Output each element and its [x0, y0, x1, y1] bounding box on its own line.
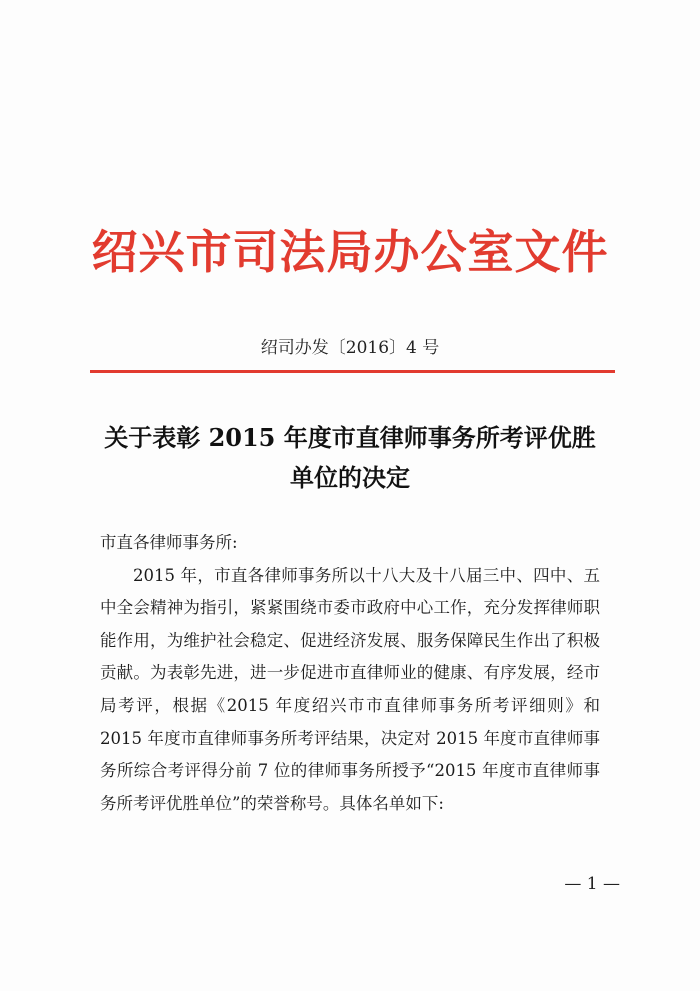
title-line-2: 单位的决定: [290, 463, 410, 492]
red-divider-line: [90, 370, 615, 373]
page-number: — 1 —: [564, 874, 620, 894]
document-body: [100, 527, 600, 820]
document-title: [70, 418, 630, 498]
title-line-1: 关于表彰 2015 年度市直律师事务所考评优胜: [104, 423, 596, 452]
body-paragraph: 2015 年，市直各律师事务所以十八大及十八届三中、四中、五中全会精神为指引，紧紧围绕市委市政府中心工作，充分发挥律师职能作用，为维护社会稳定、促进经济发展、服务保障民生作出了积极贡献。为表彰先进，进一步促进市直律师业的健康、有序发展，经市局考评，根据《2015 年度绍兴市市直律师事务所考评细则》和 2015 年度市直律师事务所考评结果，决定对 2015 年度市直律师事务所综合考评得分前 7 位的律师事务所授予“2015 年度市直律师事务所考评优胜单位”的荣誉称号。具体名单如下:: [100, 565, 600, 813]
document-number: 绍司办发〔2016〕4 号: [260, 338, 440, 358]
document-masthead: 绍兴市司法局办公室文件: [91, 225, 609, 279]
salutation: 市直各律师事务所:: [100, 533, 238, 552]
